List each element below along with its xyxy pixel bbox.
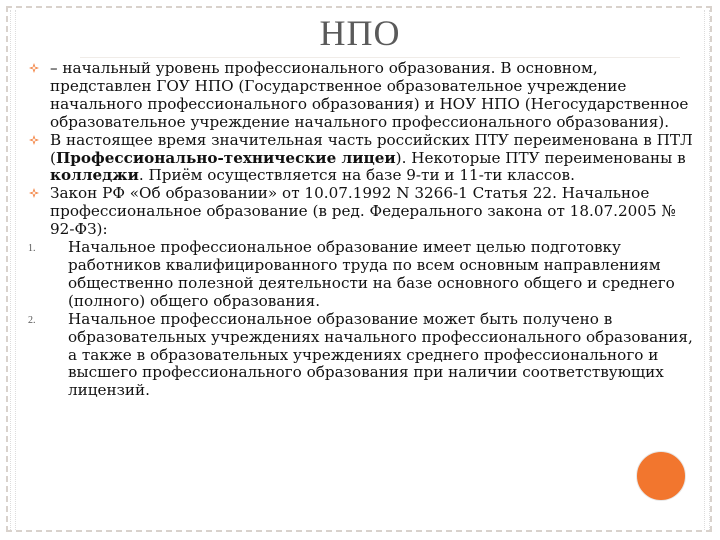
list-item [26, 132, 698, 186]
list-item-text: Закон РФ «Об образовании» от 10.07.1992 N 3266-1 Статья 22. Начальное профессиональное образование (в ред. Федерального закона от 18.07.2005 № 92-ФЗ): [50, 184, 676, 239]
orange-circle-icon [636, 451, 686, 501]
list-number: 2. [28, 314, 36, 326]
list-item-text: В настоящее время значительная часть российских ПТУ переименована в ПТЛ ( [50, 130, 693, 167]
list-item-text: . Приём осуществляется на базе 9-ти и 11-ти классов. [138, 166, 575, 185]
diamond-star-bullet-icon [29, 188, 39, 198]
list-item-text: Начальное профессиональное образование может быть получено в образовательных учреждениях начального профессионального образования, а также в образовательных учреждениях среднего профессионального и высшего профессионального образования при наличии соответствующих лицензий. [68, 309, 693, 400]
frame-stripe-left [10, 10, 16, 530]
slide-title: НПО [319, 13, 401, 53]
list-item [26, 60, 698, 132]
list-item-text: – начальный уровень профессионального образования. В основном, представлен ГОУ НПО (Государственное образовательное учреждение начального профессионального образования) и НОУ НПО (Негосударственное образовательное учреждение начального профессионального образования). [50, 59, 689, 131]
frame-stripe-right [704, 10, 710, 530]
diamond-star-bullet-icon [29, 135, 39, 145]
numbered-list-item [26, 239, 698, 311]
slide-content [26, 60, 698, 400]
list-number: 1. [28, 243, 36, 255]
list-item-text: Начальное профессиональное образование имеет целью подготовку работников квалифицированного труда по всем основным направлениям общественно полезной деятельности на базе основного общего и среднего (полного) общего образования. [68, 238, 675, 310]
list-item-bold-text: колледжи [50, 166, 139, 185]
numbered-list-item [26, 311, 698, 401]
list-item [26, 185, 698, 239]
title-divider [80, 57, 680, 58]
list-item-bold-text: Профессионально-технические лицеи [55, 148, 396, 167]
list-item-text: ). Некоторые ПТУ переименованы в [395, 148, 686, 167]
diamond-star-bullet-icon [29, 63, 39, 73]
